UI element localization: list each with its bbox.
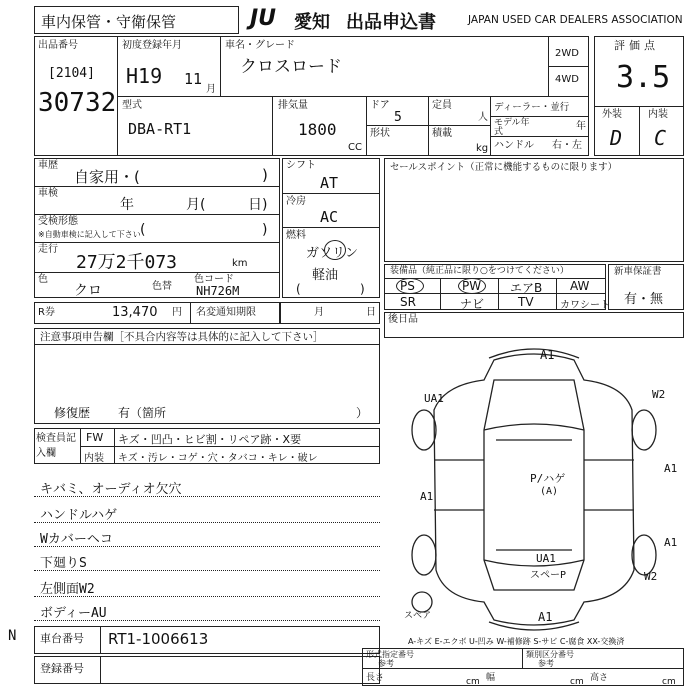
sales-point-label: セールスポイント（正常に機能するものに限ります） (390, 162, 618, 173)
fuel-close: ) (360, 282, 365, 296)
color-change-label: 色替 (152, 281, 172, 292)
checker-row1-label: FW (86, 431, 104, 444)
lot-code: [2104] (48, 66, 95, 81)
color-label: 色 (38, 274, 48, 285)
shape-label: 形状 (370, 128, 390, 139)
plate-label: 登録番号 (40, 662, 84, 675)
diagram-label-a1-right: A1 (664, 462, 678, 475)
chassis-label: 車台番号 (40, 632, 84, 645)
history-label: 車歴 (38, 160, 58, 171)
lot-label: 出品番号 (38, 40, 78, 51)
type-value: DBA-RT1 (128, 120, 192, 138)
inspection-day: 日) (248, 197, 268, 213)
fuel-diesel: 軽油 (312, 268, 339, 283)
notice-day: 日 (366, 307, 376, 318)
diagram-label-ua1-left: UA1 (424, 392, 444, 405)
equip-tv: TV (518, 295, 534, 309)
fuel-gasoline: ガソリン (306, 246, 359, 261)
exterior-label: 外装 (602, 109, 622, 120)
color-value: クロ (74, 283, 102, 299)
equip-sr: SR (400, 295, 416, 309)
diagram-label-w2-right: W2 (652, 388, 666, 401)
equipment-label: 装備品（純正品に限り○をつけてください） (390, 266, 569, 276)
equip-aw: AW (570, 279, 590, 293)
equip-ps: PS (400, 279, 415, 293)
color-code-label: 色コード (194, 274, 234, 285)
equip-leather: カワシート (560, 300, 610, 311)
color-code: NH726M (196, 284, 240, 298)
form-ref: 参考 (378, 659, 394, 668)
diagram-label-spare-p: スペーP (530, 570, 567, 581)
notice-row (280, 302, 380, 324)
warranty-options: 有・無 (624, 292, 664, 307)
diagram-label-roof: P/ハゲ (530, 472, 566, 485)
shift-label: シフト (286, 160, 316, 171)
score-value: 3.5 (616, 60, 671, 95)
diagram-label-ua1-rear: UA1 (536, 552, 556, 565)
height-label: 高さ (590, 673, 609, 683)
inspection-month: 月( (186, 197, 206, 213)
warranty-label: 新車保証書 (614, 266, 662, 277)
dealer-label: ディーラー・並行 (494, 102, 570, 113)
note-line-5: 左側面W2 (40, 582, 95, 597)
type-label: 型式 (122, 100, 142, 111)
diagram-label-spare: スペア (404, 611, 432, 621)
model-label: 車名・グレード (225, 40, 295, 51)
fuel-label: 燃料 (286, 230, 306, 241)
length-cm: cm (466, 677, 480, 687)
drive-2wd: 2WD (555, 48, 579, 59)
form-label: 形式指定番号 (366, 650, 414, 659)
repair-label: 修復歴 (54, 406, 91, 420)
aircon-label: 冷房 (286, 196, 306, 207)
history-value: 自家用・( (74, 168, 140, 186)
shift-value: AT (320, 174, 339, 192)
diagram-label-w2-rear: W2 (644, 570, 658, 583)
note-line-1: キバミ、オーディオ欠穴 (40, 482, 182, 497)
width-cm: cm (570, 677, 584, 687)
note-line-2: ハンドルハゲ (40, 508, 118, 523)
registration-label: 初度登録年月 (122, 40, 182, 51)
mileage-label: 走行 (38, 244, 58, 255)
load-label: 積載 (432, 128, 452, 139)
note-line-3: Wカバーヘコ (40, 532, 113, 547)
association-name: JAPAN USED CAR DEALERS ASSOCIATION (468, 14, 683, 26)
class-label: 類別区分番号 (526, 650, 574, 659)
fuel-circle (324, 240, 346, 260)
inspection-year: 年 (120, 197, 134, 213)
length-label: 長さ (366, 673, 385, 683)
tax-value: 13,470 (112, 305, 158, 320)
brand-mark: JU (250, 6, 277, 31)
drive-4wd: 4WD (555, 74, 579, 85)
doors-label: ドア (370, 100, 390, 111)
receipt-open: ( (140, 222, 146, 238)
receipt-close: ) (262, 222, 268, 238)
handle-options: 右・左 (552, 140, 582, 151)
capacity-unit: 人 (478, 112, 488, 123)
repair-value: 有（箇所 (118, 406, 167, 420)
displacement-value: 1800 (298, 120, 337, 139)
receipt-label: 受検形態 (38, 216, 78, 227)
diagram-label-roof-sub: (A) (540, 486, 559, 497)
chassis-left-mark: N (8, 628, 17, 644)
storage-note-box (34, 6, 239, 34)
notes-label: 注意事項申告欄［不具合内容等は具体的に記入して下さい］ (40, 331, 324, 343)
checker-label: 検査員記入欄 (36, 433, 76, 459)
chassis-value: RT1-1006613 (108, 630, 209, 648)
receipt-note: ※自動車検に記入して下さい (38, 230, 141, 239)
tax-unit: 円 (172, 307, 182, 318)
registration-month-unit: 月 (206, 84, 216, 95)
mileage-value: 27万2千073 (76, 252, 178, 273)
fuel-open: ( (296, 282, 301, 296)
kg-unit: kg (476, 143, 489, 154)
capacity-label: 定員 (432, 100, 452, 111)
model-year-label: モデル年式 (494, 118, 530, 137)
diagram-label-a1-rear: A1 (538, 610, 553, 624)
history-close: ) (262, 166, 268, 184)
height-cm: cm (662, 677, 676, 687)
checker-row2-items: キズ・汚レ・コゲ・穴・タバコ・キレ・破レ (118, 453, 318, 464)
plate-box (34, 656, 380, 684)
rear-item-label: 後日品 (388, 314, 418, 325)
aircon-value: AC (320, 208, 339, 226)
tax-label: R券 (38, 307, 55, 318)
notice-label: 名変通知期限 (196, 307, 256, 318)
exterior-grade: D (610, 126, 623, 150)
equip-ps-circle (396, 278, 424, 294)
model-name: クロスロード (240, 57, 342, 77)
registration-year: H19 (126, 64, 163, 88)
checker-row2-label: 内装 (84, 453, 104, 464)
vehicle-detail-block (34, 158, 280, 298)
diagram-label-front: A1 (540, 348, 555, 362)
interior-grade: C (654, 126, 667, 150)
displacement-label: 排気量 (278, 100, 308, 111)
year-unit: 年 (576, 121, 586, 132)
repair-close: ） (356, 406, 369, 420)
registration-month: 11 (184, 70, 203, 88)
width-label: 幅 (486, 673, 496, 683)
equip-pw-circle (458, 278, 486, 294)
equip-navi: ナビ (460, 297, 485, 311)
diagram-legend: A-キズ E-エクボ U-凹み W-補修跡 S-サビ C-腐食 XX-交換済 (408, 637, 625, 646)
note-line-6: ボディーAU (40, 606, 107, 621)
notice-month: 月 (314, 307, 324, 318)
cc-unit: CC (348, 142, 362, 153)
handle-label: ハンドル (494, 140, 534, 151)
interior-label: 内装 (648, 109, 668, 120)
equip-pw: PW (462, 279, 482, 293)
lot-number: 30732 (38, 88, 117, 118)
storage-note: 車内保管・守衛保管 (41, 13, 177, 31)
diagram-label-a1-left: A1 (420, 490, 434, 503)
equip-airbag: エアB (510, 281, 543, 295)
sheet-title: 出品申込書 (346, 12, 436, 33)
mileage-unit: km (232, 258, 248, 269)
brand-name: 愛知 (294, 12, 330, 33)
diagram-label-a1-right2: A1 (664, 536, 678, 549)
class-ref: 参考 (538, 659, 554, 668)
note-line-4: 下廻りS (40, 556, 87, 571)
checker-row1-items: キズ・凹凸・ヒビ割・リペア跡・X要 (118, 433, 302, 446)
rear-item-box (384, 312, 684, 338)
score-label: 評価点 (614, 39, 659, 52)
inspection-label: 車検 (38, 188, 58, 199)
doors-value: 5 (394, 110, 402, 125)
